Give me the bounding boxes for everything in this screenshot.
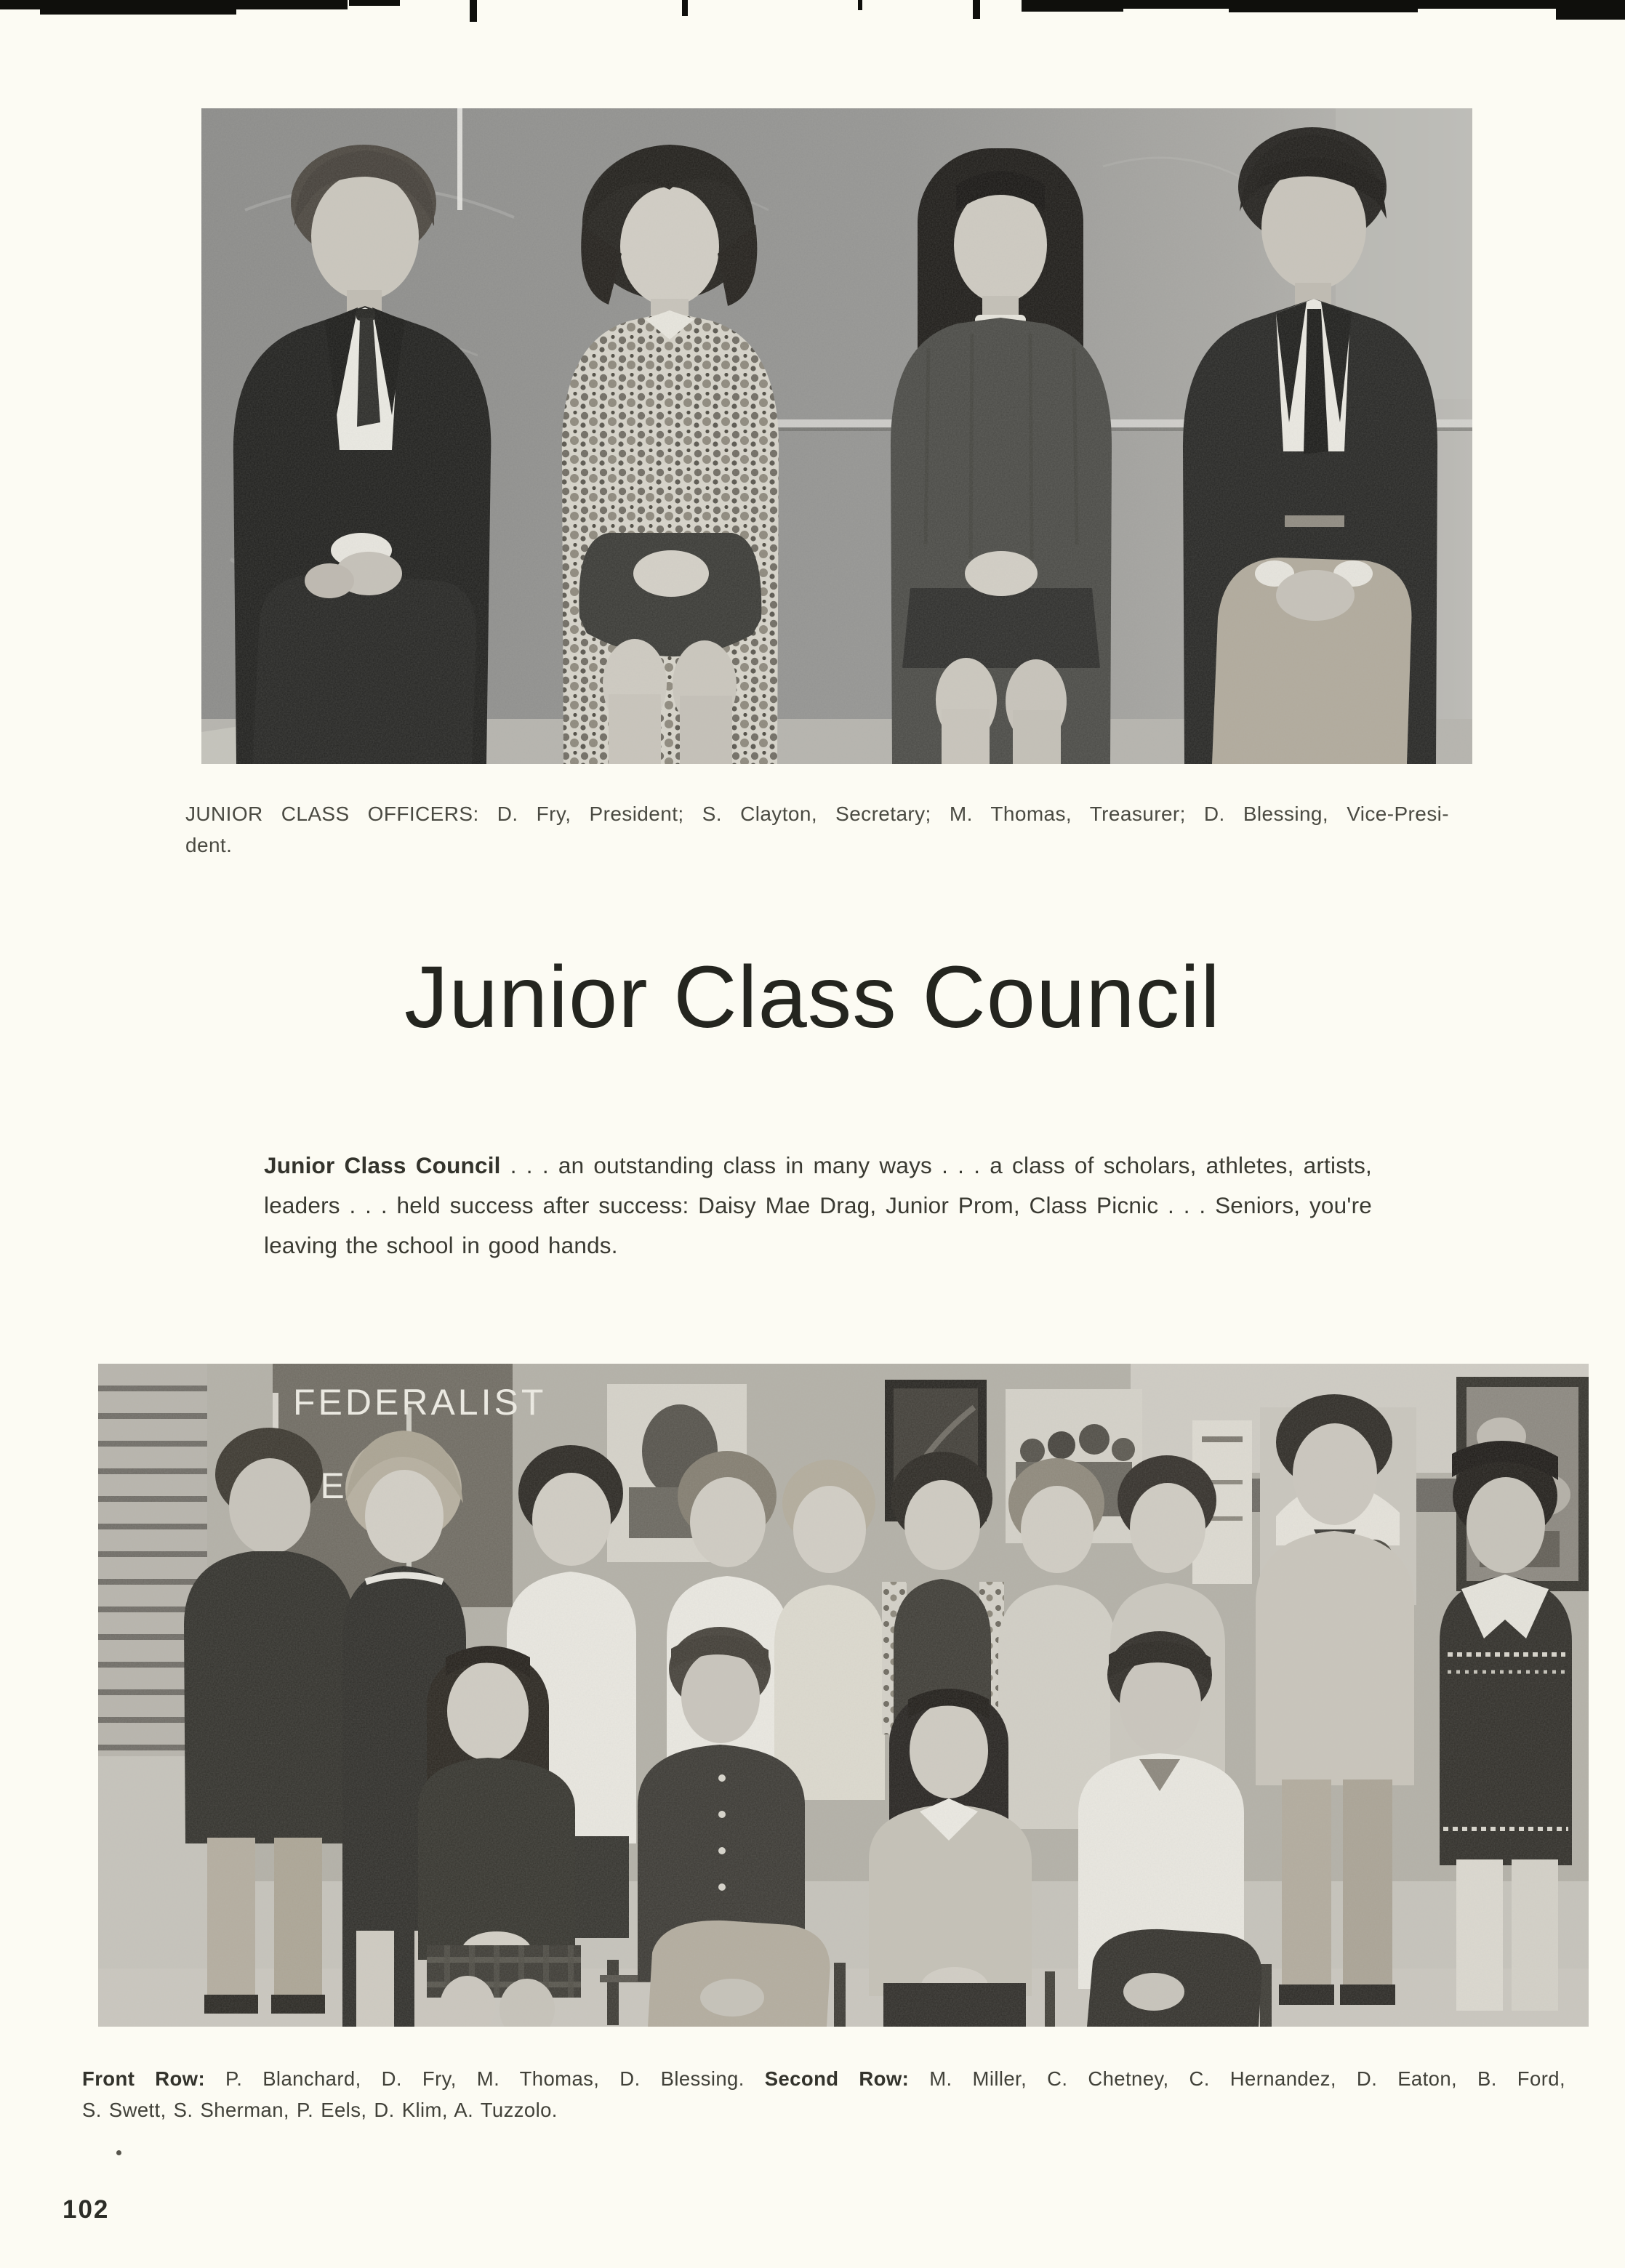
council-photo-art <box>98 1364 1589 2027</box>
page-title: Junior Class Council <box>404 947 1221 1046</box>
scan-artifact-segment <box>349 0 400 6</box>
officers-photo-art <box>201 108 1472 764</box>
officers-caption-line2: dent. <box>185 834 233 857</box>
scan-artifact-segment <box>858 0 862 10</box>
intro-rest: . . . an outstanding class in many ways . . . a class of scholars, athletes, artists, leaders . . . held success after success: Daisy Mae Drag, Junior Prom, Class Picnic . . . Seniors, you're leaving the school in good hands. <box>264 1152 1372 1258</box>
second-row-names: M. Miller, C. Chetney, C. Hernandez, D. Eaton, B. Ford, <box>909 2067 1565 2090</box>
photo-grain <box>201 108 1472 764</box>
officers-caption <box>185 798 1449 861</box>
council-caption-line2: S. Swett, S. Sherman, P. Eels, D. Klim, A. Tuzzolo. <box>82 2098 558 2121</box>
officers-photo <box>201 108 1472 764</box>
council-photo <box>98 1364 1589 2027</box>
council-caption <box>82 2063 1565 2126</box>
front-row-names: P. Blanchard, D. Fry, M. Thomas, D. Blessing. <box>205 2067 765 2090</box>
scan-artifact-segment <box>470 0 477 22</box>
scan-artifact-segment <box>1556 0 1625 20</box>
page-number: 102 <box>63 2195 110 2224</box>
scan-artifact-segment <box>682 0 688 16</box>
second-row-label: Second Row: <box>764 2067 910 2090</box>
scan-speck <box>116 2150 121 2155</box>
intro-lead: Junior Class Council <box>264 1152 501 1178</box>
scan-artifact-segment <box>1229 0 1418 12</box>
front-row-label: Front Row: <box>82 2067 206 2090</box>
photo-grain <box>98 1364 1589 2027</box>
council-caption-line1 <box>82 2063 1565 2094</box>
intro-paragraph <box>264 1146 1372 1265</box>
scan-artifact-segment <box>973 0 980 19</box>
scan-artifact-segment <box>40 0 236 15</box>
officers-caption-line1: JUNIOR CLASS OFFICERS: D. Fry, President; S. Clayton, Secretary; M. Thomas, Treasurer; D. Blessing, Vice-Presi- <box>185 803 1449 825</box>
